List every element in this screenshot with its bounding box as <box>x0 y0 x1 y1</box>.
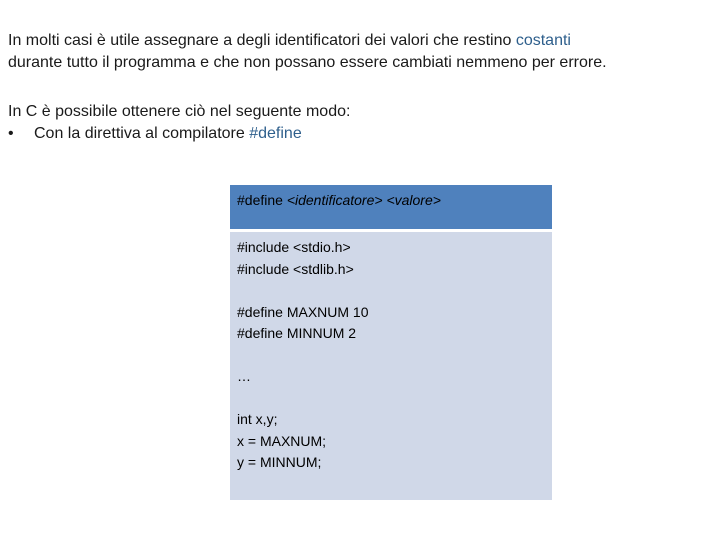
header-arg-valore: <valore> <box>386 192 441 208</box>
code-line: int x,y; <box>237 411 278 427</box>
code-line: #define MAXNUM 10 <box>237 303 369 320</box>
code-line: #define MINNUM 2 <box>237 325 357 341</box>
code-line: … <box>237 368 251 384</box>
bullet-dot: • <box>8 125 14 142</box>
how-paragraph <box>8 101 714 145</box>
table-header <box>230 185 552 232</box>
bullet-item <box>8 123 714 145</box>
how-line1: In C è possibile ottenere ciò nel seguente modo: <box>8 103 351 120</box>
code-table <box>230 185 552 500</box>
code-line <box>237 345 545 367</box>
table-body <box>230 232 552 500</box>
intro-text-before: In molti casi è utile assegnare a degli identificatori dei valori che restino <box>8 32 516 49</box>
bullet-text: Con la direttiva al compilatore <box>34 125 250 142</box>
code-line: y = MINNUM; <box>237 454 322 470</box>
intro-highlight-costanti: costanti <box>515 32 571 49</box>
code-line <box>237 280 545 302</box>
header-keyword: #define <box>237 192 287 208</box>
intro-text-line2: durante tutto il programma e che non possano essere cambiati nemmeno per errore. <box>8 54 607 71</box>
header-arg-identificatore: <identificatore> <box>286 192 383 208</box>
code-line: #include <stdio.h> <box>237 239 351 255</box>
code-line: #include <stdlib.h> <box>237 260 354 277</box>
code-line <box>237 388 545 410</box>
intro-paragraph <box>8 30 714 74</box>
bullet-highlight-define: #define <box>249 125 302 142</box>
code-line: x = MAXNUM; <box>237 432 327 449</box>
